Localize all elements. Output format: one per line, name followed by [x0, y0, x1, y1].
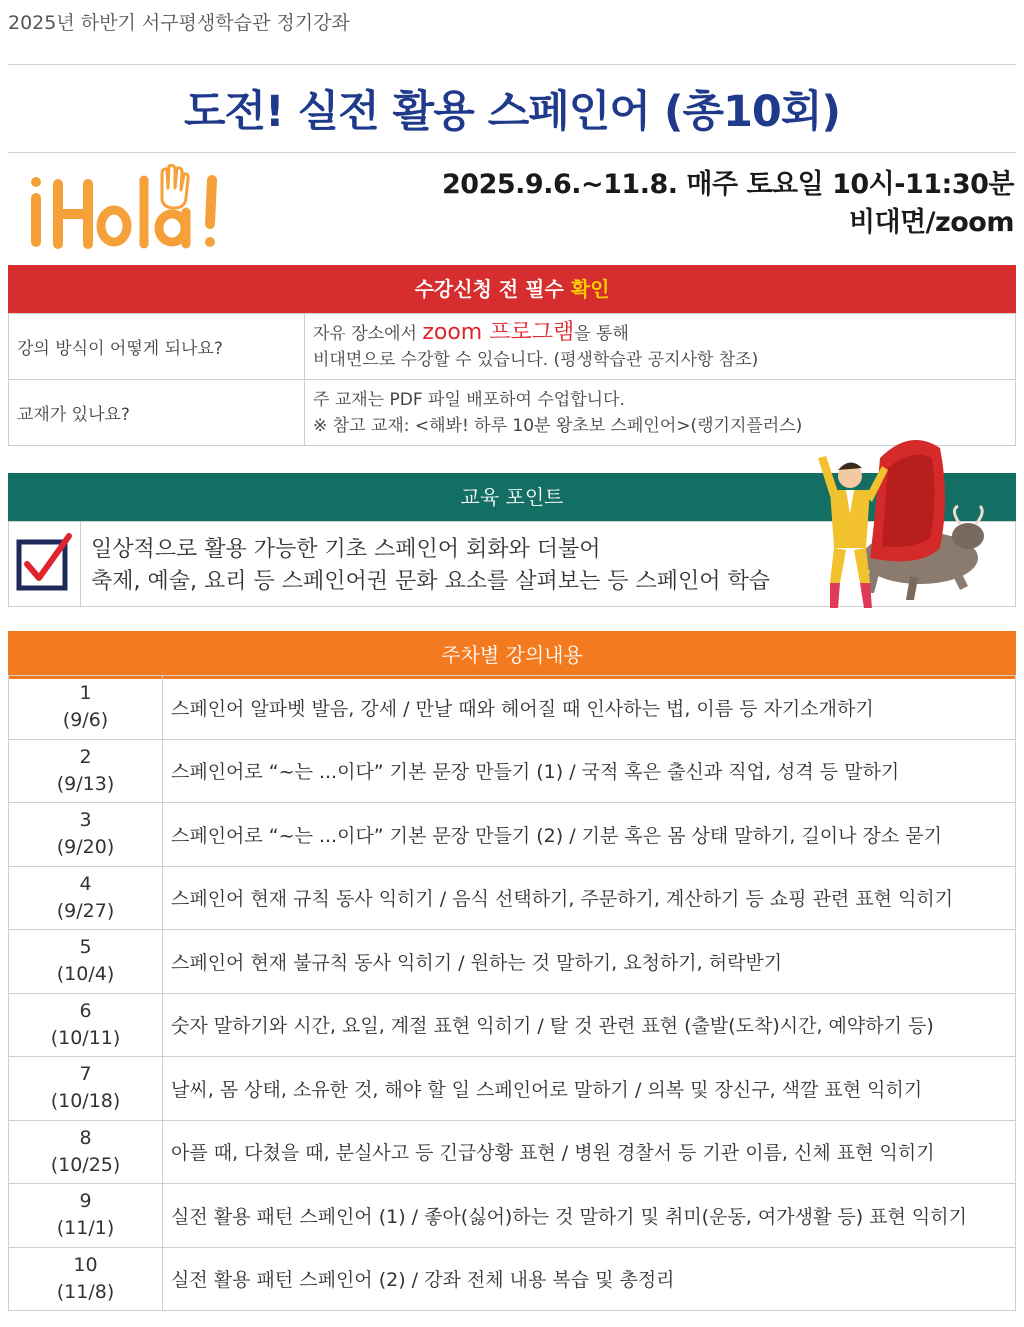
faq-header-highlight: 확인 — [570, 277, 610, 301]
table-row — [9, 993, 1016, 1057]
week-number: 1 — [79, 682, 92, 705]
answer-text: 자유 장소에서 — [313, 324, 423, 344]
week-date: (11/1) — [56, 1217, 115, 1240]
week-content: 스페인어로 “~는 ...이다” 기본 문장 만들기 (2) / 기분 혹은 몸 상태 말하기, 길이나 장소 묻기 — [163, 803, 1016, 867]
week-content: 스페인어 현재 불규칙 동사 익히기 / 원하는 것 말하기, 요청하기, 허락받기 — [163, 930, 1016, 994]
weekly-table — [8, 675, 1016, 1311]
hola-logo-icon — [22, 160, 227, 255]
table-row — [9, 1057, 1016, 1121]
table-row — [9, 866, 1016, 930]
faq-answer — [305, 314, 1016, 380]
week-number: 10 — [73, 1253, 98, 1276]
week-number: 5 — [79, 936, 92, 959]
week-content: 날씨, 몸 상태, 소유한 것, 해야 할 일 스페인어로 말하기 / 의복 및 장신구, 색깔 표현 익히기 — [163, 1057, 1016, 1121]
course-schedule: 2025.9.6.~11.8. 매주 토요일 10시-11:30분 — [442, 169, 1014, 200]
faq-answer-line: 주 교재는 PDF 파일 배포하여 수업합니다. — [313, 389, 625, 410]
week-number: 4 — [79, 872, 92, 895]
week-number: 8 — [79, 1126, 92, 1149]
week-cell — [9, 930, 163, 994]
week-number: 6 — [79, 999, 92, 1022]
faq-header — [8, 265, 1016, 313]
matador-bull-illustration — [800, 418, 1000, 618]
week-date: (10/4) — [56, 963, 115, 986]
table-row — [9, 930, 1016, 994]
faq-question: 강의 방식이 어떻게 되나요? — [9, 314, 305, 380]
week-content: 스페인어 알파벳 발음, 강세 / 만날 때와 헤어질 때 인사하는 법, 이름 등 자기소개하기 — [163, 676, 1016, 740]
education-header: 교육 포인트 — [8, 473, 1016, 521]
week-cell — [9, 866, 163, 930]
zoom-highlight: zoom 프로그램 — [422, 320, 575, 345]
week-date: (9/13) — [56, 772, 115, 795]
week-cell — [9, 803, 163, 867]
course-info — [442, 166, 1014, 242]
weekly-header: 주차별 강의내용 — [8, 631, 1016, 679]
table-row — [9, 803, 1016, 867]
week-content: 실전 활용 패턴 스페인어 (1) / 좋아(싫어)하는 것 말하기 및 취미(운동, 여가생활 등) 표현 익히기 — [163, 1184, 1016, 1248]
week-content: 스페인어로 “~는 ...이다” 기본 문장 만들기 (1) / 국적 혹은 출신과 직업, 성격 등 말하기 — [163, 739, 1016, 803]
week-cell — [9, 739, 163, 803]
week-cell — [9, 1120, 163, 1184]
table-row — [9, 1247, 1016, 1311]
week-date: (10/25) — [50, 1153, 121, 1176]
faq-question: 교재가 있나요? — [9, 380, 305, 446]
week-content: 스페인어 현재 규칙 동사 익히기 / 음식 선택하기, 주문하기, 계산하기 등 쇼핑 관련 표현 익히기 — [163, 866, 1016, 930]
week-date: (9/6) — [62, 709, 109, 732]
week-number: 3 — [79, 809, 92, 832]
table-row — [9, 1184, 1016, 1248]
faq-answer-line: ※ 참고 교재: <해봐! 하루 10분 왕초보 스페인어>(랭기지플러스) — [313, 415, 803, 436]
education-text — [91, 534, 770, 598]
week-cell — [9, 993, 163, 1057]
week-number: 7 — [79, 1063, 92, 1086]
week-content: 숫자 말하기와 시간, 요일, 계절 표현 익히기 / 탈 것 관련 표현 (출발(도착)시간, 예약하기 등) — [163, 993, 1016, 1057]
education-line: 축제, 예술, 요리 등 스페인어권 문화 요소를 살펴보는 등 스페인어 학습 — [91, 569, 770, 594]
week-date: (9/27) — [56, 899, 115, 922]
checkbox-cell — [9, 522, 81, 606]
page-title: 도전! 실전 활용 스페인어 (총10회) — [183, 87, 841, 137]
week-number: 9 — [79, 1190, 92, 1213]
divider — [8, 152, 1016, 153]
week-content: 아플 때, 다쳤을 때, 분실사고 등 긴급상황 표현 / 병원 경찰서 등 기관 이름, 신체 표현 익히기 — [163, 1120, 1016, 1184]
week-cell — [9, 676, 163, 740]
week-date: (11/8) — [56, 1280, 115, 1303]
answer-text: 을 통해 — [574, 324, 629, 344]
week-number: 2 — [79, 745, 92, 768]
table-row — [9, 739, 1016, 803]
faq-header-main: 수강신청 전 필수 — [414, 277, 571, 301]
table-row — [9, 676, 1016, 740]
divider — [8, 64, 1016, 65]
week-date: (10/18) — [50, 1090, 121, 1113]
checkbox-checked-icon — [9, 522, 81, 606]
faq-answer-line: 비대면으로 수강할 수 있습니다. (평생학습관 공지사항 참조) — [313, 350, 759, 370]
week-date: (10/11) — [50, 1026, 121, 1049]
faq-answer-line — [313, 320, 1015, 347]
week-date: (9/20) — [56, 836, 115, 859]
course-mode: 비대면/zoom — [848, 207, 1014, 238]
week-cell — [9, 1184, 163, 1248]
week-cell — [9, 1247, 163, 1311]
week-content: 실전 활용 패턴 스페인어 (2) / 강좌 전체 내용 복습 및 총정리 — [163, 1247, 1016, 1311]
organizer-label: 2025년 하반기 서구평생학습관 정기강좌 — [8, 12, 350, 34]
education-line: 일상적으로 활용 가능한 기초 스페인어 회화와 더불어 — [91, 537, 601, 562]
table-row — [9, 1120, 1016, 1184]
faq-row — [9, 314, 1016, 380]
week-cell — [9, 1057, 163, 1121]
